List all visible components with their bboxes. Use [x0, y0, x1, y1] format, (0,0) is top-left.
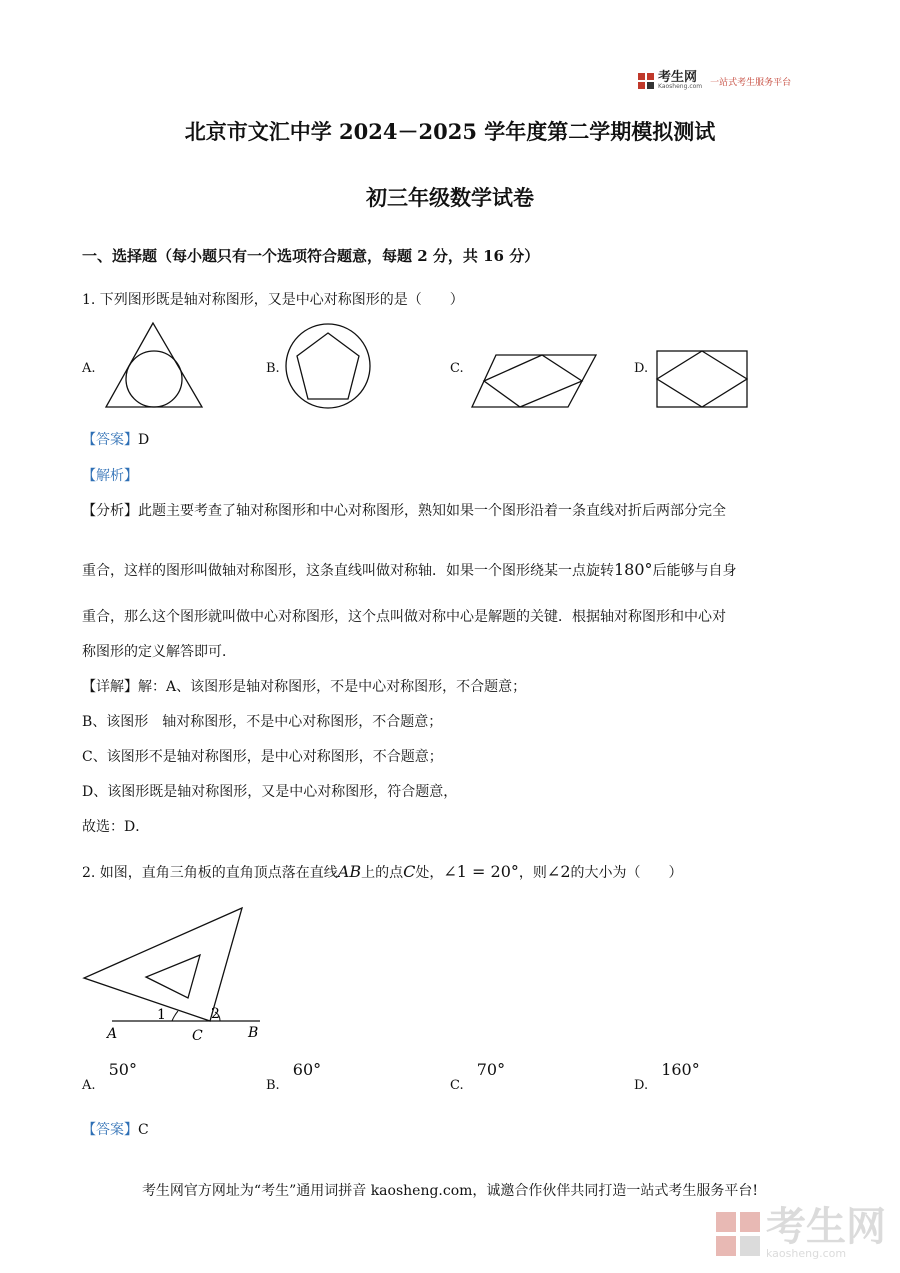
circle-shape	[286, 324, 370, 408]
q1-option-c-label: C.	[450, 361, 464, 376]
q1-fenxi-line2: 重合，这样的图形叫做轴对称图形，这条直线叫做对称轴．如果一个图形绕某一点旋转180°后能够与自身	[82, 560, 737, 579]
triangle-shape	[106, 323, 202, 407]
page-subtitle: 初三年级数学试卷	[366, 185, 534, 210]
q1-detail-line2: B、该图形 轴对称图形，不是中心对称图形，不合题意；	[82, 714, 443, 730]
label-b: B	[248, 1025, 259, 1041]
set-square-inner	[146, 955, 200, 998]
rectangle-shape	[657, 351, 747, 407]
footer-notice: 考生网官方网址为“考生”通用词拼音 kaosheng.com，诚邀合作伙伴共同打造一站式考生服务平台!	[141, 1183, 759, 1199]
q1-detail-line1: 【详解】解：A、该图形是轴对称图形，不是中心对称图形，不合题意；	[82, 679, 527, 695]
q1-figure-d	[654, 348, 750, 412]
angle-1-arc	[172, 1011, 178, 1021]
q1-figure-b	[284, 322, 374, 412]
q2-option-b: $_{B.}$ 60°	[266, 1060, 322, 1093]
q1-fenxi-line3: 重合，那么这个图形就叫做中心对称图形，这个点叫做对称中心是解题的关键．根据轴对称图形和中心对	[82, 609, 726, 625]
q1-detail-line4: D、该图形既是轴对称图形，又是中心对称图形，符合题意，	[82, 784, 458, 800]
q1-option-b-label: B.	[266, 361, 280, 376]
label-a: A	[107, 1026, 118, 1042]
parallelogram-shape	[472, 355, 596, 407]
q1-fenxi-line4: 称图形的定义解答即可．	[82, 644, 236, 660]
label-c: C	[192, 1028, 203, 1044]
q2-option-c: $_{C.}$ 70°	[450, 1060, 506, 1093]
q2-answer: 【答案】C	[82, 1122, 149, 1138]
set-square-outer	[84, 908, 242, 1021]
watermark-url: kaosheng.com	[766, 1247, 847, 1260]
q2-stem: 2. 如图，直角三角板的直角顶点落在直线AB上的点C处，∠1 = 20°，则∠2的大小为（ ）	[82, 862, 683, 881]
inner-quad-shape	[484, 355, 582, 407]
watermark-text: 考生网	[766, 1204, 886, 1250]
q1-stem: 1. 下列图形既是轴对称图形，又是中心对称图形的是（ ）	[82, 292, 464, 308]
q2-figure	[80, 902, 270, 1048]
kaosheng-logo-icon	[638, 73, 654, 89]
q1-option-d-label: D.	[634, 361, 649, 376]
pentagon-shape	[297, 333, 359, 399]
watermark-logo-icon	[716, 1212, 760, 1256]
q1-option-a-label: A.	[82, 361, 96, 376]
q1-figure-c	[468, 352, 600, 410]
page-title: 北京市文汇中学 2024－2025 学年度第二学期模拟测试	[184, 119, 716, 144]
rhombus-shape	[657, 351, 747, 407]
label-angle-1: 1	[157, 1007, 166, 1023]
q1-answer: 【答案】D	[82, 432, 150, 448]
header-logo	[638, 72, 791, 90]
watermark	[716, 1204, 886, 1260]
q1-figure-a	[100, 318, 210, 410]
section-heading: 一、选择题（每小题只有一个选项符合题意，每题 2 分，共 16 分）	[82, 247, 540, 265]
label-angle-2: 2	[211, 1006, 220, 1022]
inscribed-circle	[126, 351, 182, 407]
q2-option-d: $_{D.}$ 160°	[634, 1060, 700, 1093]
q1-conclusion: 故选：D．	[82, 819, 150, 835]
q1-detail-line3: C、该图形不是轴对称图形，是中心对称图形，不合题意；	[82, 749, 443, 765]
q1-fenxi-line1: 【分析】此题主要考查了轴对称图形和中心对称图形，熟知如果一个图形沿着一条直线对折后两部分完全	[82, 503, 726, 519]
q1-analysis-tag: 【解析】	[82, 468, 138, 484]
q2-option-a: $_{A.}$ 50°	[82, 1060, 137, 1093]
brand-slogan: 一站式考生服务平台	[710, 77, 792, 88]
brand-name: 考生网 Kaosheng.com	[658, 70, 703, 90]
